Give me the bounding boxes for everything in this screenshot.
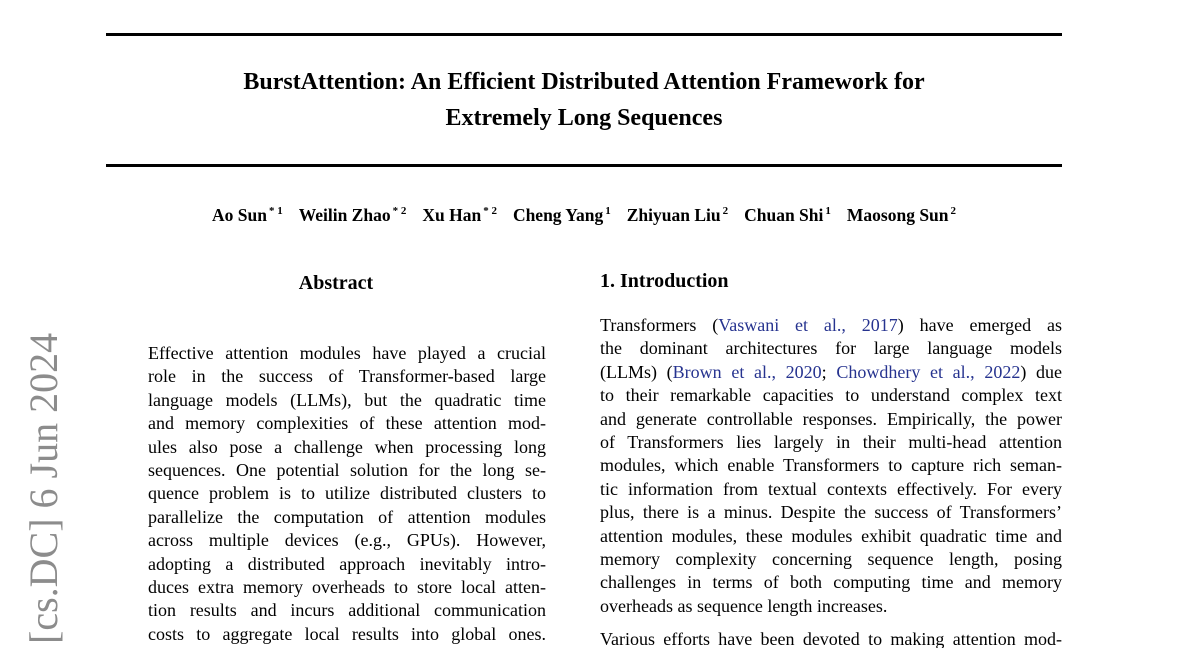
citation-link[interactable]: Vaswani et al., 2017 xyxy=(718,315,898,335)
author: Xu Han $^{* 2}$ xyxy=(422,204,497,225)
text-line: of Transformers lies largely in their multi-head attention xyxy=(600,432,1062,453)
text-line: adopting a distributed approach inevitably intro- xyxy=(148,553,546,574)
text-line: (LLMs) (Brown et al., 2020; Chowdhery et al., 2022) due xyxy=(600,361,1063,382)
text-line: parallelize the computation of attention modules xyxy=(148,506,546,527)
text-line: tion results and incurs additional communication xyxy=(148,600,546,621)
text-line: language models (LLMs), but the quadratic time xyxy=(148,389,546,410)
title-rule-top xyxy=(106,33,1062,36)
author: Ao Sun $^{* 1}$ xyxy=(211,204,283,225)
text-line: across multiple devices (e.g., GPUs). However, xyxy=(148,530,546,551)
author: Chuan Shi $^1$ xyxy=(744,204,831,225)
text-line: attention modules, these modules exhibit quadratic time and xyxy=(600,525,1062,546)
citation-link[interactable]: Brown et al., 2020 xyxy=(672,361,822,382)
text-line: memory complexity concerning sequence length, posing xyxy=(600,549,1062,570)
text-line: role in the success of Transformer-based large xyxy=(148,366,546,387)
text-line: plus, there is a minus. Despite the success of Transformers’ xyxy=(600,502,1062,523)
introduction-paragraph-1 xyxy=(600,314,1062,618)
text-line: ules also pose a challenge when processing long xyxy=(148,436,546,457)
author: Cheng Yang $^1$ xyxy=(512,204,611,225)
author: Weilin Zhao $^{* 2}$ xyxy=(298,204,407,225)
text-line: quence problem is to utilize distributed clusters to xyxy=(148,483,546,504)
text-line: and generate controllable responses. Empirically, the power xyxy=(600,408,1062,429)
text-line: Various efforts have been devoted to making attention mod- xyxy=(600,629,1062,648)
author-line xyxy=(106,199,1062,227)
text-line: duces extra memory overheads to store local atten- xyxy=(148,577,546,598)
paper-title-line1: BurstAttention: An Efficient Distributed Attention Framework for xyxy=(243,69,925,95)
author: Maosong Sun $^2$ xyxy=(846,204,957,225)
paper-title xyxy=(106,64,1062,136)
text-line: sequences. One potential solution for the long se- xyxy=(148,460,546,481)
abstract-heading: Abstract xyxy=(298,272,374,294)
text-line: to their remarkable capacities to understand complex text xyxy=(600,385,1062,406)
text-line: the dominant architectures for large language models xyxy=(600,338,1062,359)
text-line: challenges in terms of both computing time and memory xyxy=(600,572,1062,593)
citation-link[interactable]: Chowdhery et al., 2022 xyxy=(836,361,1021,382)
text-line: costs to aggregate local results into global ones. xyxy=(148,623,546,644)
arxiv-banner: [cs.DC] 6 Jun 2024 xyxy=(21,332,66,644)
paper-title-line2: Extremely Long Sequences xyxy=(445,105,723,131)
abstract-text xyxy=(148,342,546,646)
title-rule-bottom xyxy=(106,164,1062,167)
text-line: tic information from textual contexts effectively. For every xyxy=(600,478,1062,499)
author: Zhiyuan Liu $^2$ xyxy=(626,204,729,225)
text-line: Transformers (Vaswani et al., 2017) have emerged as xyxy=(600,315,1063,335)
introduction-paragraph-2 xyxy=(600,628,1062,648)
text-line: and memory complexities of these attention mod- xyxy=(148,413,546,434)
text-line: modules, which enable Transformers to capture rich seman- xyxy=(600,455,1062,476)
introduction-heading: 1. Introduction xyxy=(600,270,729,292)
text-line: Effective attention modules have played a crucial xyxy=(148,343,546,363)
text-line: overheads as sequence length increases. xyxy=(600,595,888,616)
